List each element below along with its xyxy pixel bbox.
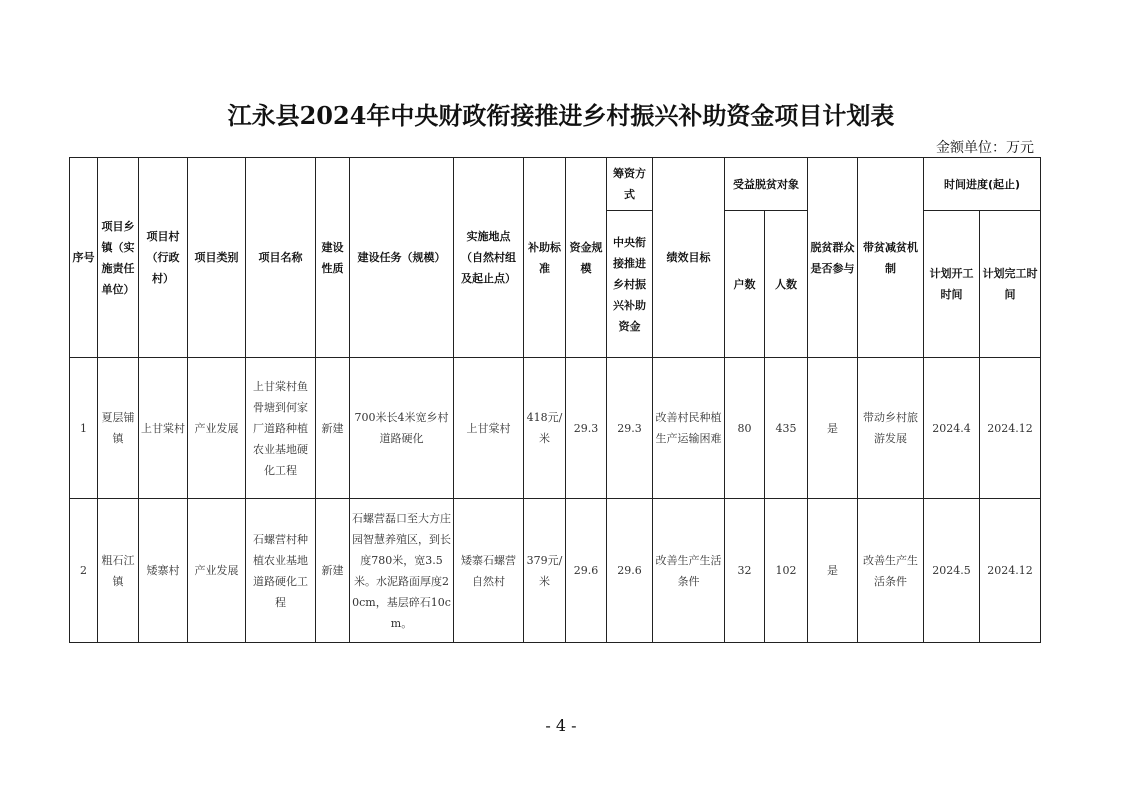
header-category: 项目类别 (188, 158, 246, 358)
cell-mechanism: 改善生产生活条件 (858, 499, 924, 643)
cell-start: 2024.4 (924, 358, 980, 499)
cell-task: 700米长4米宽乡村道路硬化 (350, 358, 454, 499)
cell-scale: 29.6 (566, 499, 607, 643)
header-goal: 绩效目标 (653, 158, 725, 358)
cell-participate: 是 (808, 358, 858, 499)
cell-funding: 29.3 (607, 358, 653, 499)
cell-standard: 379元/米 (524, 499, 566, 643)
cell-scale: 29.3 (566, 358, 607, 499)
cell-funding: 29.6 (607, 499, 653, 643)
cell-mechanism: 带动乡村旅游发展 (858, 358, 924, 499)
project-plan-table (69, 157, 1041, 643)
header-schedule: 时间进度(起止) (924, 158, 1041, 211)
header-end: 计划完工时间 (980, 211, 1041, 358)
header-standard: 补助标准 (524, 158, 566, 358)
header-village: 项目村（行政村） (139, 158, 188, 358)
cell-seq: 2 (70, 499, 98, 643)
header-participate: 脱贫群众是否参与 (808, 158, 858, 358)
header-start: 计划开工时间 (924, 211, 980, 358)
cell-end: 2024.12 (980, 499, 1041, 643)
document-title: 江永县2024年中央财政衔接推进乡村振兴补助资金项目计划表 (227, 101, 895, 130)
cell-goal: 改善村民种植生产运输困难 (653, 358, 725, 499)
page-number: - 4 - (545, 716, 577, 735)
header-task: 建设任务（规模） (350, 158, 454, 358)
header-nature: 建设性质 (316, 158, 350, 358)
header-households: 户数 (725, 211, 765, 358)
header-name: 项目名称 (246, 158, 316, 358)
cell-end: 2024.12 (980, 358, 1041, 499)
cell-township: 粗石江镇 (98, 499, 139, 643)
cell-households: 80 (725, 358, 765, 499)
cell-village: 矮寨村 (139, 499, 188, 643)
amount-unit: 金额单位：万元 (936, 140, 1034, 156)
cell-township: 夏层铺镇 (98, 358, 139, 499)
cell-task: 石螺营磊口至大方庄园智慧养殖区，到长度780米，宽3.5米。水泥路面厚度20cm，基层碎石10cm。 (350, 499, 454, 643)
cell-standard: 418元/米 (524, 358, 566, 499)
header-funding: 筹资方式 (607, 158, 653, 211)
cell-people: 102 (765, 499, 808, 643)
cell-category: 产业发展 (188, 499, 246, 643)
cell-nature: 新建 (316, 499, 350, 643)
header-location: 实施地点（自然村组及起止点） (454, 158, 524, 358)
cell-name: 石螺营村种植农业基地道路硬化工程 (246, 499, 316, 643)
cell-participate: 是 (808, 499, 858, 643)
header-beneficiary: 受益脱贫对象 (725, 158, 808, 211)
table-row (70, 358, 1041, 499)
header-people: 人数 (765, 211, 808, 358)
header-seq: 序号 (70, 158, 98, 358)
header-mechanism: 带贫减贫机制 (858, 158, 924, 358)
header-funding-sub: 中央衔接推进乡村振兴补助资金 (607, 211, 653, 358)
cell-nature: 新建 (316, 358, 350, 499)
cell-category: 产业发展 (188, 358, 246, 499)
cell-seq: 1 (70, 358, 98, 499)
cell-start: 2024.5 (924, 499, 980, 643)
cell-households: 32 (725, 499, 765, 643)
cell-people: 435 (765, 358, 808, 499)
cell-name: 上甘棠村鱼骨塘到何家厂道路种植农业基地硬化工程 (246, 358, 316, 499)
header-scale: 资金规模 (566, 158, 607, 358)
cell-goal: 改善生产生活条件 (653, 499, 725, 643)
cell-village: 上甘棠村 (139, 358, 188, 499)
table-row (70, 499, 1041, 643)
cell-location: 矮寨石螺营自然村 (454, 499, 524, 643)
header-township: 项目乡镇（实施责任单位） (98, 158, 139, 358)
cell-location: 上甘棠村 (454, 358, 524, 499)
